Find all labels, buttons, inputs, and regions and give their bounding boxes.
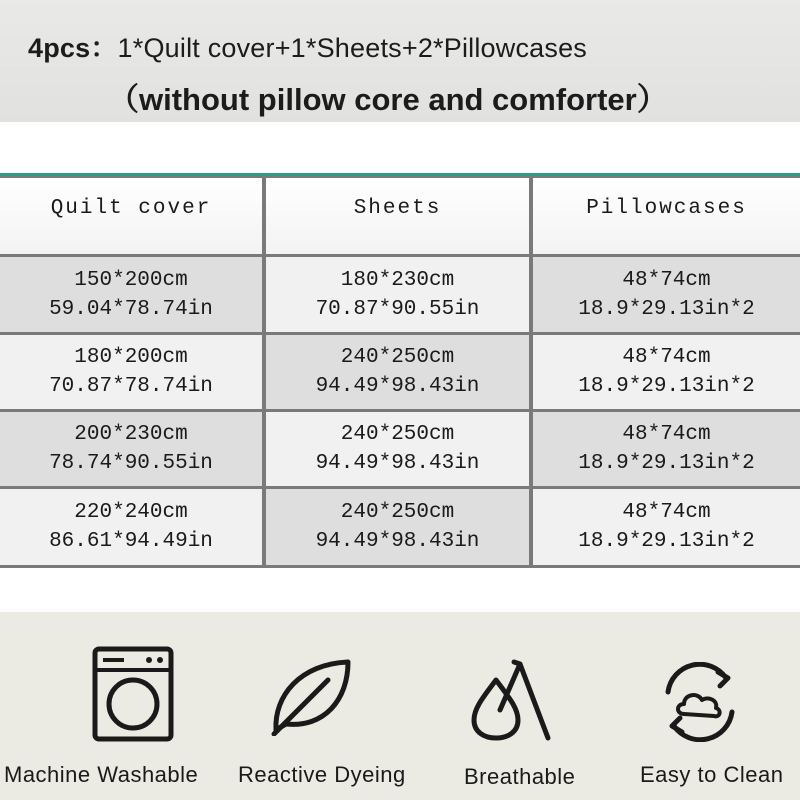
size-cm: 240*250cm [340, 423, 455, 446]
size-cm: 220*240cm [74, 501, 188, 524]
feature-breathable [440, 612, 610, 800]
size-cm: 180*230cm [340, 268, 455, 292]
size-cm: 180*200cm [74, 346, 188, 369]
feature-label: Reactive Dyeing [238, 762, 406, 787]
size-table [0, 173, 800, 568]
table-cell [533, 412, 800, 486]
feature-reactive-dyeing [230, 612, 440, 800]
title-banner [0, 0, 800, 122]
feature-label: Machine Washable [4, 762, 199, 787]
size-in: 18.9*29.13in*2 [578, 530, 755, 553]
size-in: 18.9*29.13in*2 [578, 297, 755, 321]
size-in: 78.74*90.55in [49, 452, 213, 475]
size-cm: 200*230cm [74, 423, 188, 446]
size-in: 70.87*90.55in [315, 297, 480, 321]
column-header-sheets: Sheets [266, 178, 529, 254]
table-cell [533, 489, 800, 565]
table-cell [266, 257, 529, 332]
table-cell [266, 335, 529, 409]
size-cm: 48*74cm [622, 346, 711, 369]
size-in: 94.49*98.43in [315, 530, 480, 553]
feature-easy-to-clean [620, 612, 800, 800]
table-cell [0, 412, 262, 486]
washing-machine-icon [92, 646, 174, 742]
exclusion-note: （without pillow core and comforter） [108, 82, 668, 117]
table-cell [533, 335, 800, 409]
column-header-pillowcases: Pillowcases [533, 178, 800, 254]
column-header-quilt-cover: Quilt cover [0, 178, 262, 254]
size-cm: 150*200cm [74, 268, 188, 292]
size-in: 94.49*98.43in [315, 452, 480, 475]
size-in: 18.9*29.13in*2 [578, 452, 755, 475]
feature-machine-washable [0, 612, 220, 800]
table-cell [0, 257, 262, 332]
size-cm: 48*74cm [622, 501, 711, 524]
set-contents-title [28, 26, 587, 65]
size-in: 18.9*29.13in*2 [578, 375, 755, 398]
set-contents: 1*Quilt cover+1*Sheets+2*Pillowcases [117, 33, 588, 63]
table-cell [266, 489, 529, 565]
size-in: 59.04*78.74in [49, 297, 213, 321]
leaf-icon [270, 656, 352, 736]
cycle-cloud-icon [656, 662, 744, 742]
features-strip [0, 612, 800, 800]
size-in: 94.49*98.43in [315, 375, 480, 398]
table-cell [0, 489, 262, 565]
size-cm: 48*74cm [622, 268, 711, 292]
pieces-count: 4pcs： [28, 33, 118, 63]
size-cm: 48*74cm [622, 423, 711, 446]
feature-label: Breathable [464, 764, 576, 789]
size-cm: 240*250cm [340, 346, 455, 369]
table-cell [533, 257, 800, 332]
table-cell [266, 412, 529, 486]
drops-icon [470, 658, 552, 742]
size-in: 86.61*94.49in [49, 530, 213, 553]
table-cell [0, 335, 262, 409]
size-cm: 240*250cm [340, 501, 455, 524]
feature-label: Easy to Clean [640, 762, 784, 787]
size-in: 70.87*78.74in [49, 375, 213, 398]
